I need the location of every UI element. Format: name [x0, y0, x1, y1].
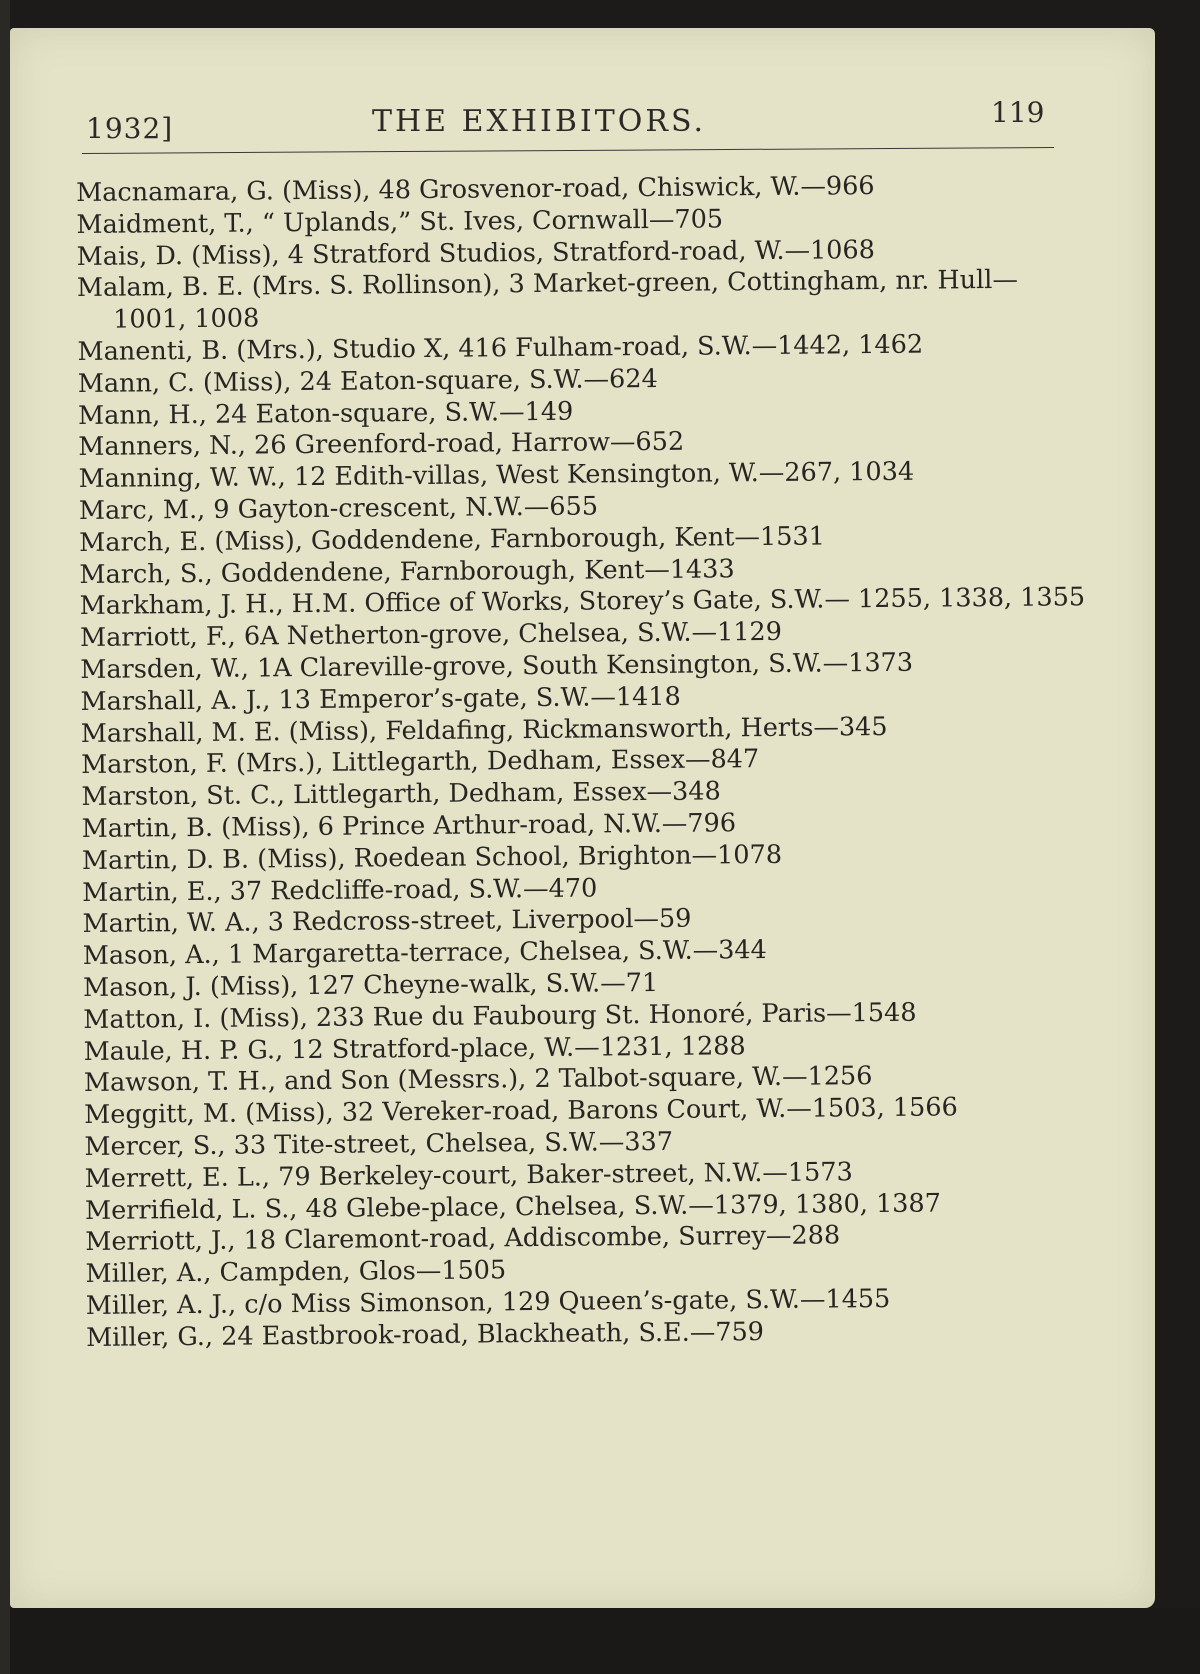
exhibitor-entry: Martin, D. B. (Miss), Roedean School, Brighton—1078 — [81, 839, 783, 876]
exhibitor-entry: Marshall, A. J., 13 Emperor’s-gate, S.W.—1418 — [80, 681, 681, 717]
header-year: 1932] — [86, 112, 174, 145]
exhibitor-list — [76, 169, 1096, 1354]
exhibitor-entry: Meggitt, M. (Miss), 32 Vereker-road, Barons Court, W.—1503, 1566 — [84, 1092, 958, 1131]
exhibitor-entry: Marston, F. (Mrs.), Littlegarth, Dedham, Essex—847 — [80, 744, 760, 781]
exhibitor-entry: Mason, J. (Miss), 127 Cheyne-walk, S.W.—71 — [82, 967, 659, 1003]
exhibitor-entry: Markham, J. H., H.M. Office of Works, Storey’s Gate, S.W.— 1255, 1338, 1355 — [79, 582, 1086, 622]
exhibitor-entry: Macnamara, G. (Miss), 48 Grosvenor-road, Chiswick, W.—966 — [76, 171, 875, 208]
exhibitor-entry: Merrifield, L. S., 48 Glebe-place, Chelsea, S.W.—1379, 1380, 1387 — [84, 1187, 942, 1226]
exhibitor-entry: Martin, E., 37 Redcliffe-road, S.W.—470 — [82, 873, 598, 908]
exhibitor-entry: Matton, I. (Miss), 233 Rue du Faubourg St. Honoré, Paris—1548 — [83, 997, 917, 1035]
header-title: THE EXHIBITORS. — [372, 104, 706, 139]
exhibitor-entry: Miller, G., 24 Eastbrook-road, Blackheath, S.E.—759 — [85, 1316, 765, 1353]
exhibitor-entry: Maidment, T., “ Uplands,” St. Ives, Cornwall—705 — [76, 204, 724, 240]
exhibitor-entry: Mercer, S., 33 Tite-street, Chelsea, S.W.—337 — [84, 1126, 674, 1162]
exhibitor-entry: March, E. (Miss), Goddendene, Farnborough, Kent—1531 — [79, 521, 826, 558]
exhibitor-entry: Mason, A., 1 Margaretta-terrace, Chelsea, S.W.—344 — [82, 935, 767, 972]
running-header — [76, 78, 1046, 148]
exhibitor-entry: Miller, A., Campden, Glos—1505 — [85, 1255, 507, 1290]
exhibitor-entry: Manners, N., 26 Greenford-road, Harrow—652 — [78, 427, 685, 463]
exhibitor-entry: Merrett, E. L., 79 Berkeley-court, Baker-street, N.W.—1573 — [84, 1156, 853, 1194]
exhibitor-entry: Martin, B. (Miss), 6 Prince Arthur-road, N.W.—796 — [81, 808, 737, 844]
exhibitor-entry: Maule, H. P. G., 12 Stratford-place, W.—1231, 1288 — [83, 1030, 746, 1067]
exhibitor-entry: Merriott, J., 18 Claremont-road, Addiscombe, Surrey—288 — [85, 1220, 841, 1258]
exhibitor-entry: Marshall, M. E. (Miss), Feldafing, Rickmansworth, Herts—345 — [80, 711, 888, 749]
book-edge — [0, 0, 10, 1674]
exhibitor-entry: Marriott, F., 6A Netherton-grove, Chelsea, S.W.—1129 — [79, 617, 783, 654]
exhibitor-entry: Malam, B. E. (Mrs. S. Rollinson), 3 Market-green, Cottingham, nr. Hull—1001, 1008 — [76, 265, 1019, 335]
exhibitor-entry: Marston, St. C., Littlegarth, Dedham, Essex—348 — [81, 776, 721, 813]
exhibitor-entry: Manning, W. W., 12 Edith-villas, West Kensington, W.—267, 1034 — [78, 456, 915, 495]
page-number: 119 — [991, 96, 1045, 129]
exhibitor-entry: Martin, W. A., 3 Redcross-street, Liverpool—59 — [82, 903, 692, 940]
exhibitor-entry: Miller, A. J., c/o Miss Simonson, 129 Queen’s-gate, S.W.—1455 — [85, 1283, 891, 1321]
exhibitor-entry: March, S., Goddendene, Farnborough, Kent—1433 — [79, 553, 735, 590]
exhibitor-entry: Mawson, T. H., and Son (Messrs.), 2 Talbot-square, W.—1256 — [83, 1061, 873, 1099]
exhibitor-entry: Manenti, B. (Mrs.), Studio X, 416 Fulham-road, S.W.—1442, 1462 — [77, 329, 924, 367]
exhibitor-entry: Marsden, W., 1A Clareville-grove, South Kensington, S.W.—1373 — [80, 647, 914, 685]
exhibitor-entry: Mann, H., 24 Eaton-square, S.W.—149 — [77, 396, 574, 431]
background-edge — [10, 1608, 1200, 1674]
exhibitor-entry: Mais, D. (Miss), 4 Stratford Studios, Stratford-road, W.—1068 — [76, 234, 876, 272]
exhibitor-entry: Mann, C. (Miss), 24 Eaton-square, S.W.—624 — [77, 363, 658, 399]
exhibitor-entry: Marc, M., 9 Gayton-crescent, N.W.—655 — [78, 491, 599, 526]
